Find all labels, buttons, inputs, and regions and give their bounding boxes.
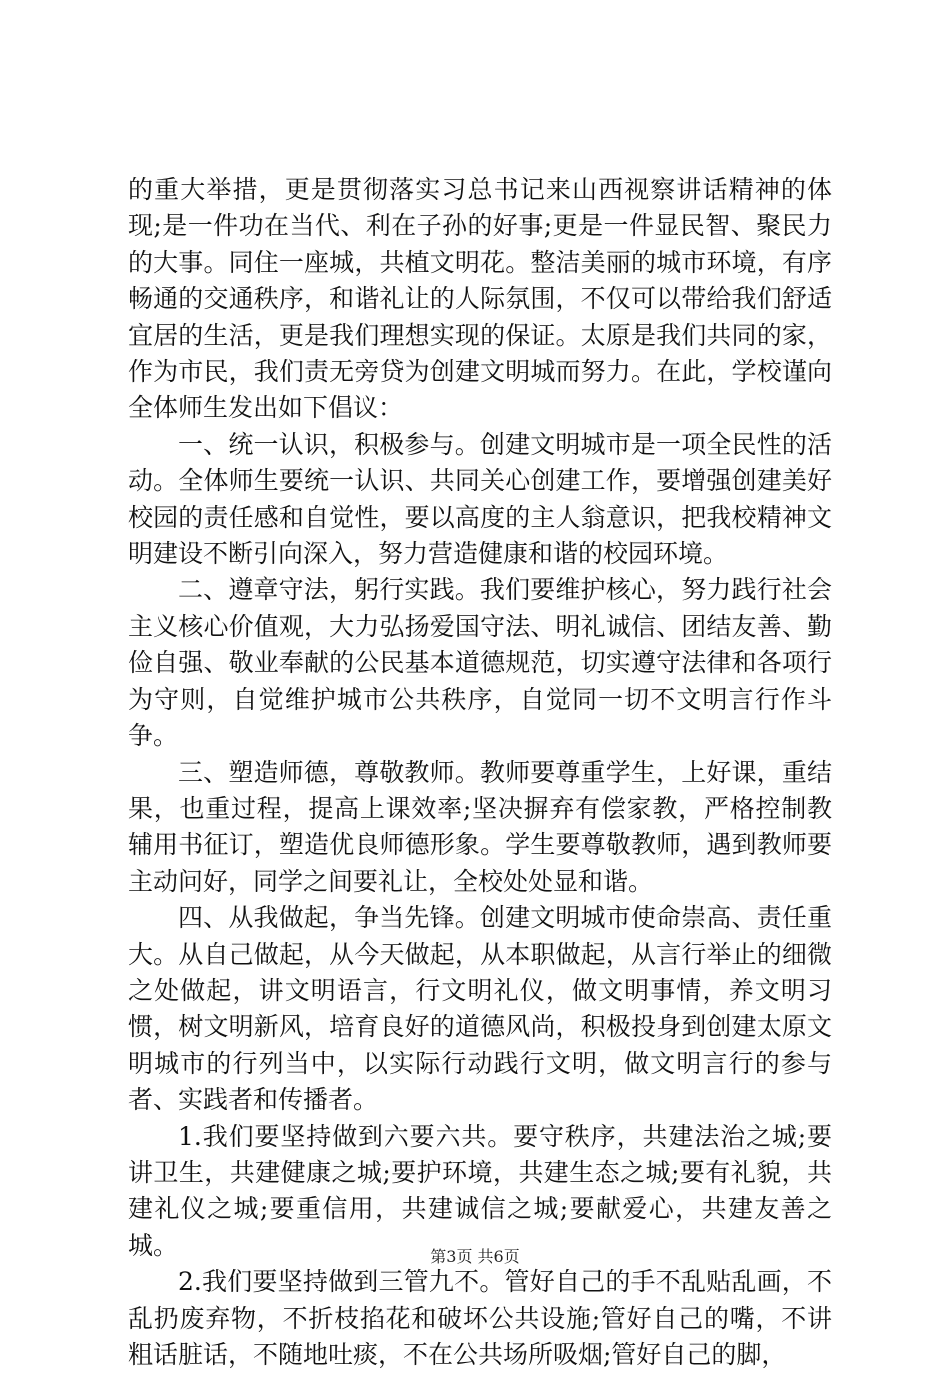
paragraph-item-4: 四、从我做起，争当先锋。创建文明城市使命崇高、责任重大。从自己做起，从今天做起，从本职做起，从言行举止的细微之处做起，讲文明语言，行文明礼仪，做文明事情，养文明习惯，树文明新风，培育良好的道德风尚，积极投身到创建太原文明城市的行列当中，以实际行动践行文明，做文明言行的参与者、实践者和传播者。 — [128, 903, 832, 1115]
paragraph-item-1: 一、统一认识，积极参与。创建文明城市是一项全民性的活动。全体师生要统一认识、共同关心创建工作，要增强创建美好校园的责任感和自觉性，要以高度的主人翁意识，把我校精神文明建设不断引向深入，努力营造健康和谐的校园环境。 — [128, 429, 832, 569]
paragraph-subitem-2: 2.我们要坚持做到三管九不。管好自己的手不乱贴乱画，不乱扔废弃物，不折枝掐花和破坏公共设施;管好自己的嘴，不讲粗话脏话，不随地吐痰，不在公共场所吸烟;管好自己的脚， — [128, 1267, 832, 1369]
paragraph-intro: 的重大举措，更是贯彻落实习总书记来山西视察讲话精神的体现;是一件功在当代、利在子孙的好事;更是一件显民智、聚民力的大事。同住一座城，共植文明花。整洁美丽的城市环境，有序畅通的交通秩序，和谐礼让的人际氛围，不仅可以带给我们舒适宜居的生活，更是我们理想实现的保证。太原是我们共同的家，作为市民，我们责无旁贷为创建文明城而努力。在此，学校谨向全体师生发出如下倡议： — [128, 175, 832, 423]
page-number-footer: 第3页 共6页 — [430, 1247, 520, 1266]
paragraph-item-3: 三、塑造师德，尊敬教师。教师要尊重学生，上好课，重结果，也重过程，提高上课效率;坚决摒弃有偿家教，严格控制教辅用书征订，塑造优良师德形象。学生要尊敬教师，遇到教师要主动问好，同学之间要礼让，全校处处显和谐。 — [128, 757, 832, 896]
paragraph-subitem-1: 1.我们要坚持做到六要六共。要守秩序，共建法治之城;要讲卫生，共建健康之城;要护环境，共建生态之城;要有礼貌，共建礼仪之城;要重信用，共建诚信之城;要献爱心，共建友善之城。 — [128, 1121, 832, 1260]
document-body — [128, 172, 832, 1373]
paragraph-item-2: 二、遵章守法，躬行实践。我们要维护核心，努力践行社会主义核心价值观，大力弘扬爱国守法、明礼诚信、团结友善、勤俭自强、敬业奉献的公民基本道德规范，切实遵守法律和各项行为守则，自觉维护城市公共秩序，自觉同一切不文明言行作斗争。 — [128, 575, 832, 751]
